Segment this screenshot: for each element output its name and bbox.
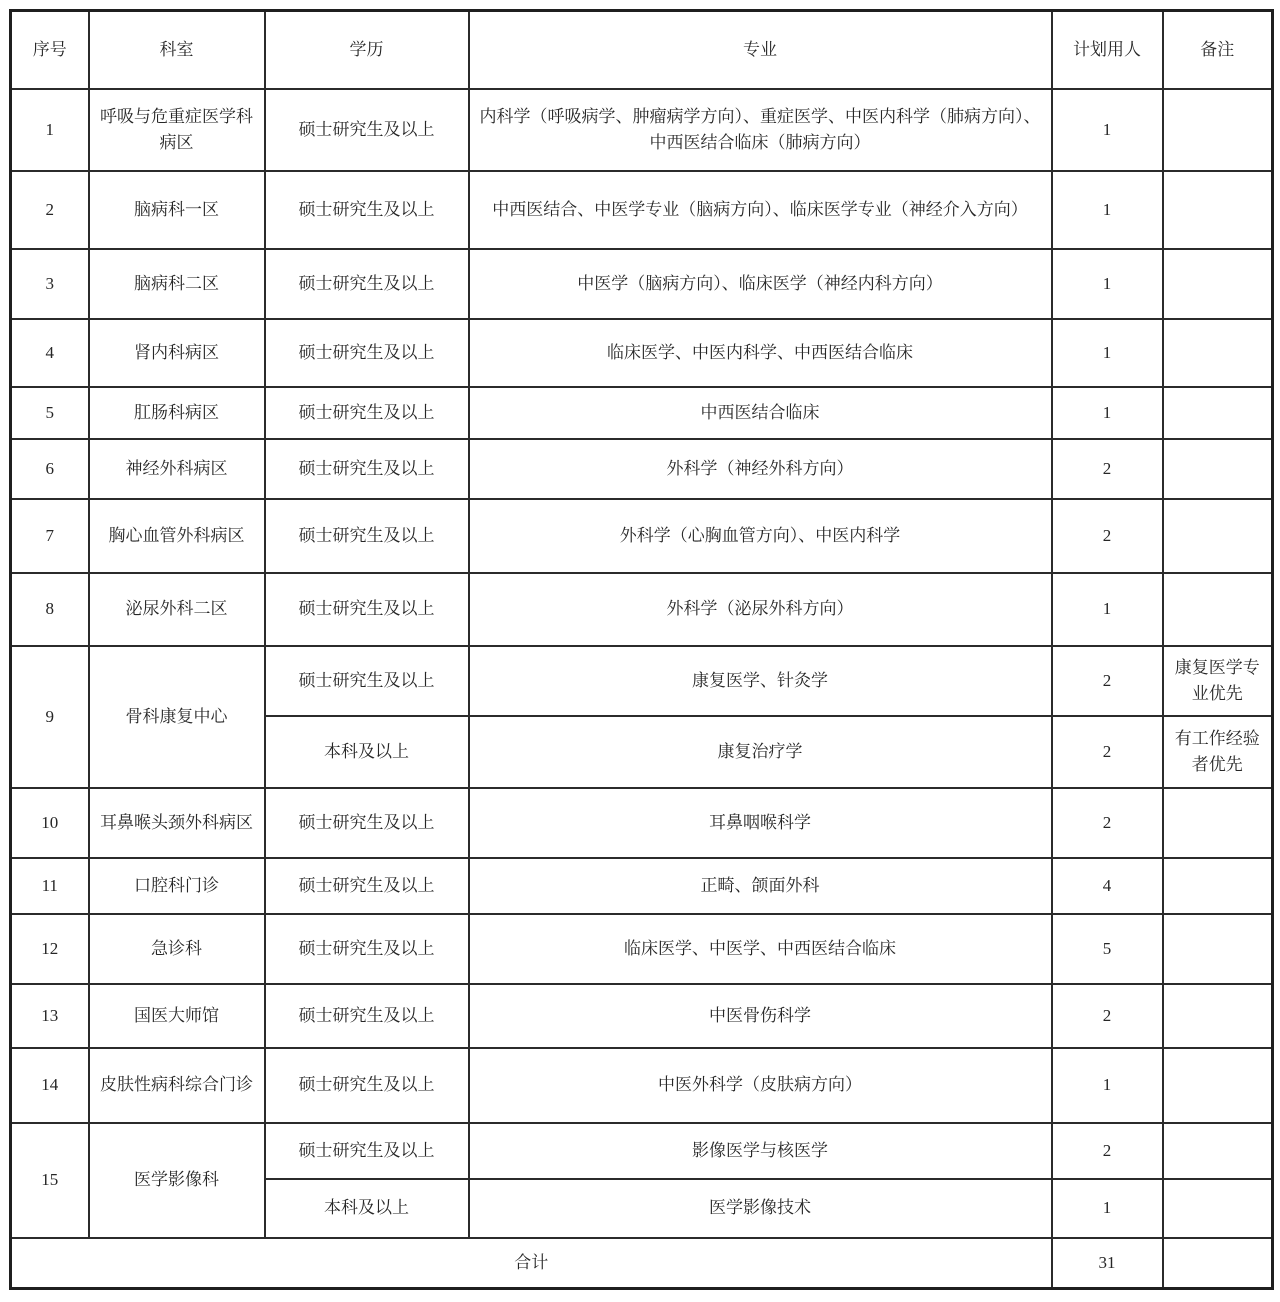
recruitment-plan-table [9,9,1274,1290]
cell-major: 影像医学与核医学 [469,1123,1052,1179]
header-major: 专业 [469,11,1052,89]
cell-count: 1 [1052,573,1163,646]
cell-dept: 肛肠科病区 [89,387,265,439]
cell-note [1163,171,1273,249]
table-row [11,1048,1273,1123]
cell-count: 5 [1052,914,1163,984]
header-dept: 科室 [89,11,265,89]
cell-count: 1 [1052,387,1163,439]
table-row [11,858,1273,914]
cell-dept: 呼吸与危重症医学科病区 [89,89,265,171]
cell-dept: 口腔科门诊 [89,858,265,914]
cell-count: 1 [1052,89,1163,171]
cell-edu: 硕士研究生及以上 [265,171,469,249]
table-row [11,171,1273,249]
header-no: 序号 [11,11,89,89]
table-total-row [11,1238,1273,1289]
table-row [11,387,1273,439]
cell-dept: 国医大师馆 [89,984,265,1048]
cell-major: 中西医结合临床 [469,387,1052,439]
table-row [11,319,1273,387]
cell-edu: 硕士研究生及以上 [265,89,469,171]
cell-no: 12 [11,914,89,984]
cell-note [1163,319,1273,387]
cell-note [1163,858,1273,914]
cell-note [1163,984,1273,1048]
cell-count: 1 [1052,249,1163,319]
header-count: 计划用人 [1052,11,1163,89]
table-row [11,573,1273,646]
cell-major: 耳鼻咽喉科学 [469,788,1052,858]
cell-note [1163,387,1273,439]
cell-note [1163,788,1273,858]
cell-edu: 硕士研究生及以上 [265,249,469,319]
cell-no: 1 [11,89,89,171]
cell-major: 外科学（心胸血管方向）、中医内科学 [469,499,1052,573]
cell-edu: 硕士研究生及以上 [265,1048,469,1123]
cell-major: 内科学（呼吸病学、肿瘤病学方向）、重症医学、中医内科学（肺病方向）、中西医结合临床（肺病方向） [469,89,1052,171]
cell-major: 中医学（脑病方向）、临床医学（神经内科方向） [469,249,1052,319]
cell-dept: 脑病科一区 [89,171,265,249]
cell-edu: 硕士研究生及以上 [265,914,469,984]
cell-major: 外科学（神经外科方向） [469,439,1052,499]
table-row [11,984,1273,1048]
cell-dept: 耳鼻喉头颈外科病区 [89,788,265,858]
table-row [11,89,1273,171]
cell-edu: 硕士研究生及以上 [265,573,469,646]
cell-no: 4 [11,319,89,387]
cell-edu: 硕士研究生及以上 [265,439,469,499]
cell-major: 康复治疗学 [469,716,1052,788]
header-note: 备注 [1163,11,1273,89]
cell-note: 有工作经验者优先 [1163,716,1273,788]
cell-edu: 硕士研究生及以上 [265,499,469,573]
cell-dept: 骨科康复中心 [89,646,265,788]
table-header-row [11,11,1273,89]
cell-no: 7 [11,499,89,573]
cell-dept: 胸心血管外科病区 [89,499,265,573]
cell-major: 外科学（泌尿外科方向） [469,573,1052,646]
cell-dept: 急诊科 [89,914,265,984]
cell-no: 13 [11,984,89,1048]
cell-edu: 硕士研究生及以上 [265,387,469,439]
cell-edu: 本科及以上 [265,1179,469,1238]
cell-count: 2 [1052,788,1163,858]
cell-note [1163,89,1273,171]
cell-edu: 硕士研究生及以上 [265,858,469,914]
cell-count: 2 [1052,499,1163,573]
cell-major: 康复医学、针灸学 [469,646,1052,716]
cell-note [1163,499,1273,573]
cell-count: 1 [1052,171,1163,249]
total-count: 31 [1052,1238,1163,1289]
cell-note [1163,914,1273,984]
cell-major: 正畸、颌面外科 [469,858,1052,914]
cell-count: 1 [1052,1048,1163,1123]
cell-edu: 硕士研究生及以上 [265,1123,469,1179]
total-label: 合计 [11,1238,1052,1289]
cell-no: 6 [11,439,89,499]
cell-count: 2 [1052,646,1163,716]
cell-no: 2 [11,171,89,249]
total-note [1163,1238,1273,1289]
cell-edu: 硕士研究生及以上 [265,788,469,858]
cell-no: 3 [11,249,89,319]
cell-edu: 硕士研究生及以上 [265,646,469,716]
cell-dept: 肾内科病区 [89,319,265,387]
cell-major: 临床医学、中医内科学、中西医结合临床 [469,319,1052,387]
cell-edu: 本科及以上 [265,716,469,788]
cell-major: 中西医结合、中医学专业（脑病方向）、临床医学专业（神经介入方向） [469,171,1052,249]
cell-dept: 医学影像科 [89,1123,265,1238]
cell-count: 2 [1052,439,1163,499]
table-row [11,1123,1273,1179]
cell-note [1163,439,1273,499]
cell-no: 9 [11,646,89,788]
table-row [11,249,1273,319]
cell-major: 中医骨伤科学 [469,984,1052,1048]
cell-no: 8 [11,573,89,646]
cell-major: 中医外科学（皮肤病方向） [469,1048,1052,1123]
cell-dept: 神经外科病区 [89,439,265,499]
cell-note [1163,249,1273,319]
cell-no: 5 [11,387,89,439]
header-edu: 学历 [265,11,469,89]
cell-note [1163,1048,1273,1123]
table-row [11,499,1273,573]
cell-note [1163,573,1273,646]
table-row [11,646,1273,716]
cell-count: 1 [1052,1179,1163,1238]
table-row [11,914,1273,984]
cell-major: 医学影像技术 [469,1179,1052,1238]
cell-no: 10 [11,788,89,858]
cell-count: 2 [1052,984,1163,1048]
cell-dept: 皮肤性病科综合门诊 [89,1048,265,1123]
table-row [11,439,1273,499]
cell-count: 2 [1052,1123,1163,1179]
cell-dept: 脑病科二区 [89,249,265,319]
cell-count: 1 [1052,319,1163,387]
cell-edu: 硕士研究生及以上 [265,984,469,1048]
cell-dept: 泌尿外科二区 [89,573,265,646]
cell-major: 临床医学、中医学、中西医结合临床 [469,914,1052,984]
cell-no: 14 [11,1048,89,1123]
cell-note [1163,1179,1273,1238]
cell-note: 康复医学专业优先 [1163,646,1273,716]
table-row [11,788,1273,858]
cell-no: 11 [11,858,89,914]
cell-edu: 硕士研究生及以上 [265,319,469,387]
cell-count: 2 [1052,716,1163,788]
cell-no: 15 [11,1123,89,1238]
cell-count: 4 [1052,858,1163,914]
cell-note [1163,1123,1273,1179]
